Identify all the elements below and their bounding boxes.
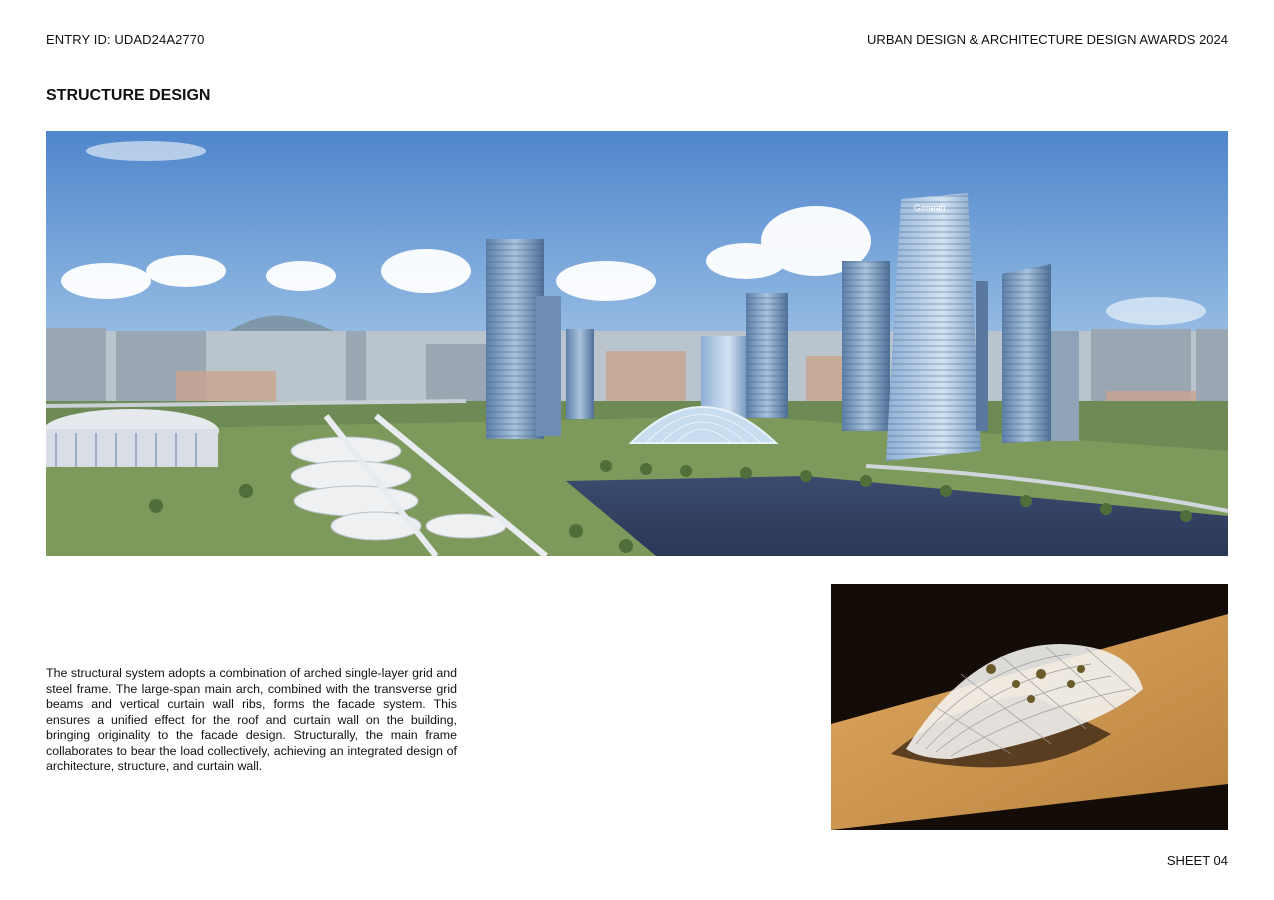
- city-rendering-image: [46, 131, 1228, 556]
- sheet-number: SHEET 04: [1166, 853, 1228, 868]
- section-title: STRUCTURE DESIGN: [46, 87, 211, 104]
- structure-description: The structural system adopts a combination of arched single-layer grid and steel frame. The large-span main arch, combined with the transverse grid beams and vertical curtain wall ribs, forms the facade system. This ensures a unified effect for the roof and curtain wall on the building, bringing originality to the facade design. Structurally, the main frame collaborates to bear the load collectively, achieving an integrated design of architecture, structure, and curtain wall.: [46, 666, 457, 773]
- award-title: URBAN DESIGN & ARCHITECTURE DESIGN AWARDS 2024: [867, 32, 1228, 47]
- tower-logo: Gimeah: [914, 203, 946, 213]
- dome-model-photo: [831, 584, 1228, 830]
- entry-id: ENTRY ID: UDAD24A2770: [46, 32, 205, 47]
